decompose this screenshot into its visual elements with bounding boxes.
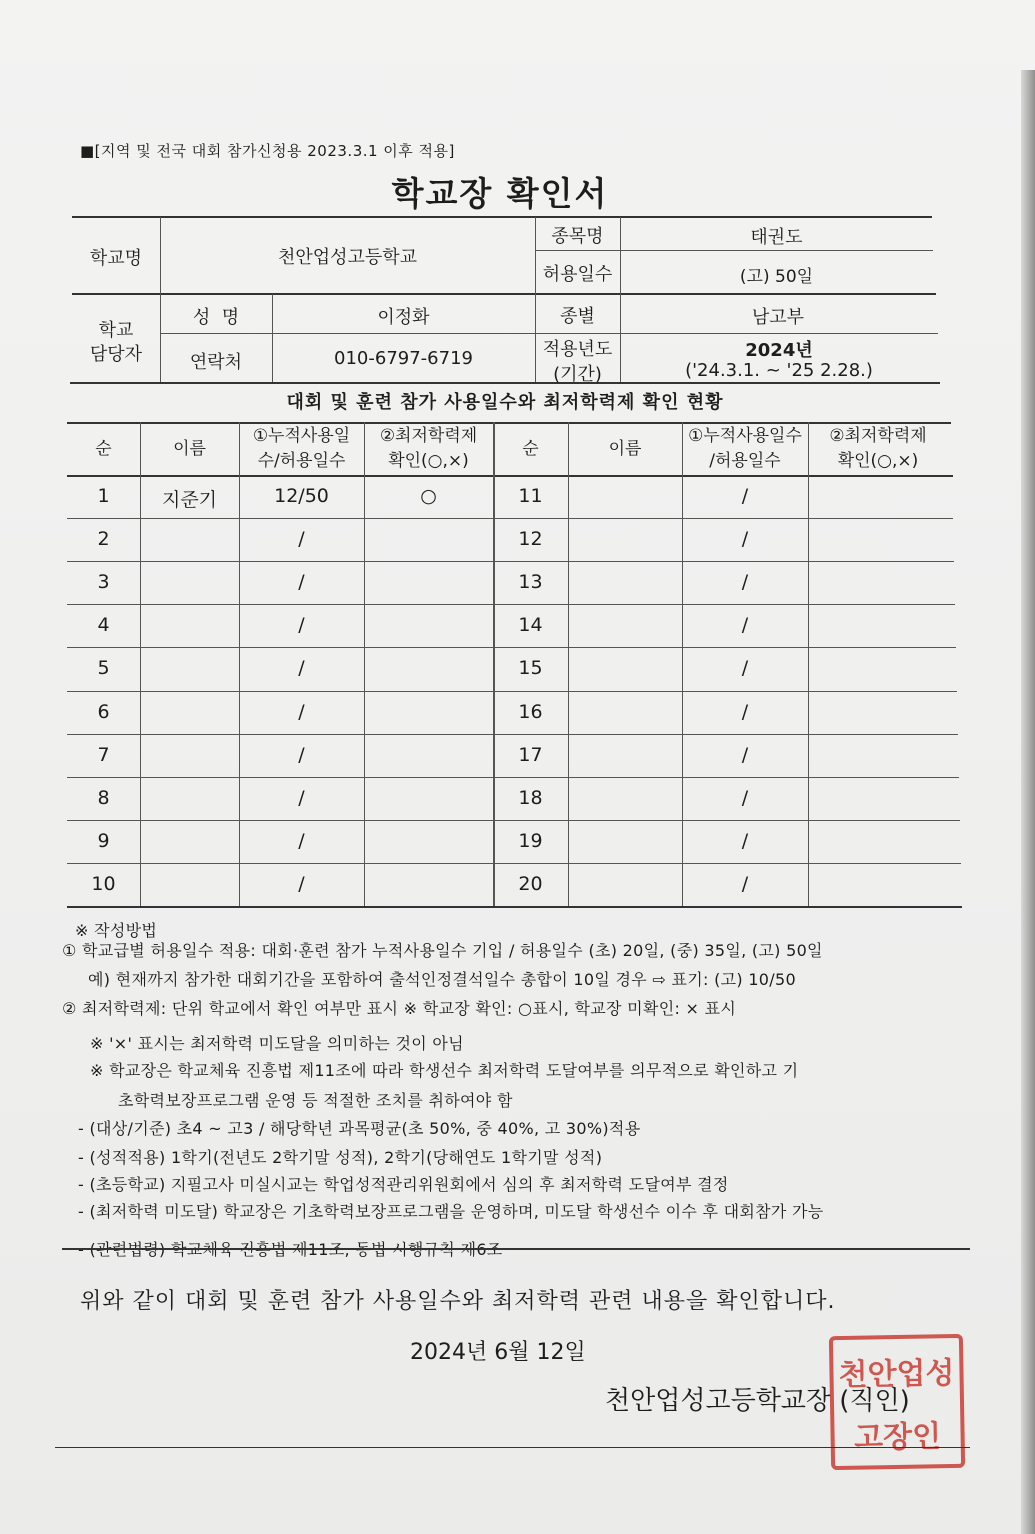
category-value: 남고부 [751, 307, 805, 328]
instruction-line: - (초등학교) 지필고사 미실시교는 학업성적관리위원회에서 심의 후 최저학력 도달여부 결정 [78, 1175, 729, 1194]
instruction-line: 예) 현재까지 참가한 대회기간을 포함하여 출석인정결석일수 총합이 10일 경우 ⇨ 표기: (고) 10/50 [88, 970, 796, 989]
table-cell-no: 14 [518, 614, 543, 637]
manager-label-1: 학교 [98, 320, 134, 341]
table-cell-no: 13 [518, 571, 543, 594]
header-check-left-2: 확인(○,×) [388, 451, 469, 471]
event-label: 종목명 [551, 226, 604, 247]
header-name-left: 이름 [173, 439, 206, 459]
table-cell-days: / [298, 614, 305, 637]
table-cell-no: 8 [97, 786, 110, 809]
instruction-line: - (대상/기준) 초4 ~ 고3 / 해당학년 과목평균(초 50%, 중 40%, 고 30%)적용 [78, 1119, 641, 1138]
table-cell-days: / [298, 528, 305, 551]
seal-text-bottom: 고장인 [853, 1418, 942, 1456]
year-label-2: (기간) [553, 364, 602, 385]
year-label-1: 적용년도 [542, 339, 613, 360]
header-days-right-2: /허용일수 [709, 451, 781, 471]
table-cell-no: 7 [97, 743, 110, 766]
confirm-statement: 위와 같이 대회 및 훈련 참가 사용일수와 최저학력 관련 내용을 확인합니다. [80, 1289, 836, 1314]
header-name-right: 이름 [608, 439, 642, 459]
official-seal [829, 1334, 965, 1470]
table-cell-days: / [298, 872, 305, 895]
table-cell-days: / [298, 657, 305, 680]
table-cell-days: / [741, 872, 749, 895]
row-divider [67, 518, 953, 519]
year-period: ('24.3.1. ~ '25 2.28.) [685, 360, 873, 381]
table-cell-days: / [741, 571, 749, 594]
table-cell-days: / [298, 743, 305, 766]
table-cell-no: 16 [518, 700, 543, 723]
row-divider [67, 647, 956, 648]
paper-edge-shadow [1021, 70, 1035, 1534]
table-cell-check: ○ [420, 485, 437, 507]
table-cell-no: 15 [518, 657, 543, 680]
contact-value: 010-6797-6719 [334, 348, 473, 369]
header-check-right-2: 확인(○,×) [837, 451, 919, 471]
instruction-line: - (성적적용) 1학기(전년도 2학기말 성적), 2학기(당해연도 1학기말 성적) [78, 1148, 603, 1167]
header-days-right-1: ①누적사용일수 [688, 426, 802, 446]
section-title: 대회 및 훈련 참가 사용일수와 최저학력제 확인 현황 [286, 392, 724, 413]
document-title: 학교장 확인서 [391, 174, 609, 213]
allowed-days-label: 허용일수 [542, 264, 613, 285]
header-days-left-1: ①누적사용일 [252, 426, 351, 446]
row-divider [67, 691, 957, 692]
header-no-left: 순 [95, 439, 112, 459]
seal-text-top: 천안업성 [838, 1355, 955, 1393]
instruction-line: 초학력보장프로그램 운영 등 적절한 조치를 취하여야 함 [118, 1091, 513, 1110]
header-check-right-1: ②최저학력제 [829, 426, 927, 446]
table-cell-no: 4 [97, 614, 110, 637]
table-cell-days: 12/50 [274, 485, 329, 507]
header-check-left-1: ②최저학력제 [379, 426, 478, 446]
table-cell-no: 9 [97, 829, 110, 852]
table-cell-days: / [298, 786, 305, 809]
row-divider [67, 777, 959, 778]
row-divider [67, 734, 958, 735]
row-divider [67, 863, 961, 864]
row-divider [67, 561, 954, 562]
table-cell-days: / [741, 528, 749, 551]
name-label: 성 명 [192, 307, 240, 328]
table-cell-days: / [741, 743, 749, 766]
table-cell-no: 19 [518, 829, 543, 852]
header-days-left-2: 수/허용일수 [257, 451, 346, 471]
row-divider [67, 820, 960, 821]
contact-label: 연락처 [189, 352, 243, 373]
table-cell-no: 17 [518, 743, 543, 766]
table-cell-days: / [298, 829, 305, 852]
allowed-days-value: (고) 50일 [739, 267, 814, 287]
table-cell-no: 6 [97, 700, 110, 723]
event-value: 태권도 [750, 227, 803, 248]
manager-label-2: 담당자 [89, 344, 143, 365]
manager-name: 이정화 [377, 307, 430, 328]
table-cell-days: / [741, 829, 749, 852]
row-divider [67, 604, 955, 605]
table-cell-no: 12 [518, 528, 543, 551]
principal-signature: 천안업성고등학교장 (직인) [605, 1386, 910, 1416]
table-cell-no: 1 [97, 485, 110, 507]
table-cell-days: / [741, 614, 749, 637]
instruction-line: ※ 학교장은 학교체육 진흥법 제11조에 따라 학생선수 최저학력 도달여부를 의무적으로 확인하고 기 [90, 1061, 799, 1080]
instruction-line: ② 최저학력제: 단위 학교에서 확인 여부만 표시 ※ 학교장 확인: ○표시, 학교장 미확인: × 표시 [62, 999, 737, 1018]
table-cell-no: 11 [518, 485, 543, 507]
table-cell-no: 18 [518, 786, 543, 809]
year-value: 2024년 [745, 340, 813, 361]
table-cell-no: 20 [518, 872, 543, 895]
issue-date: 2024년 6월 12일 [410, 1340, 586, 1365]
category-label: 종별 [560, 306, 595, 327]
instruction-line: ① 학교급별 허용일수 적용: 대회·훈련 참가 누적사용일수 기입 / 허용일수 (초) 20일, (중) 35일, (고) 50일 [62, 941, 823, 960]
header-note: ■[지역 및 전국 대회 참가신청용 2023.3.1 이후 적용] [80, 142, 455, 160]
instruction-line: ※ 작성방법 [75, 921, 158, 940]
table-cell-days: / [741, 786, 749, 809]
table-cell-days: / [741, 657, 749, 680]
header-no-right: 순 [522, 439, 539, 459]
table-cell-days: / [741, 700, 749, 723]
school-label: 학교명 [89, 248, 143, 269]
table-cell-no: 3 [97, 571, 110, 594]
table-cell-days: / [298, 571, 305, 594]
table-cell-no: 5 [97, 657, 110, 680]
instruction-line: - (최저학력 미도달) 학교장은 기초학력보장프로그램을 운영하며, 미도달 학생선수 이수 후 대회참가 가능 [78, 1202, 824, 1221]
table-cell-days: / [298, 700, 305, 723]
table-cell-days: / [741, 485, 749, 507]
instruction-line: - (관련법령) 학교체육 진흥법 제11조, 동법 시행규칙 제6조 [78, 1240, 503, 1259]
table-cell-no: 10 [91, 872, 116, 895]
table-cell-no: 2 [97, 528, 110, 551]
school-name: 천안업성고등학교 [277, 247, 418, 268]
instruction-line: ※ '×' 표시는 최저학력 미도달을 의미하는 것이 아님 [90, 1034, 464, 1053]
table-cell-name: 지준기 [161, 489, 218, 511]
